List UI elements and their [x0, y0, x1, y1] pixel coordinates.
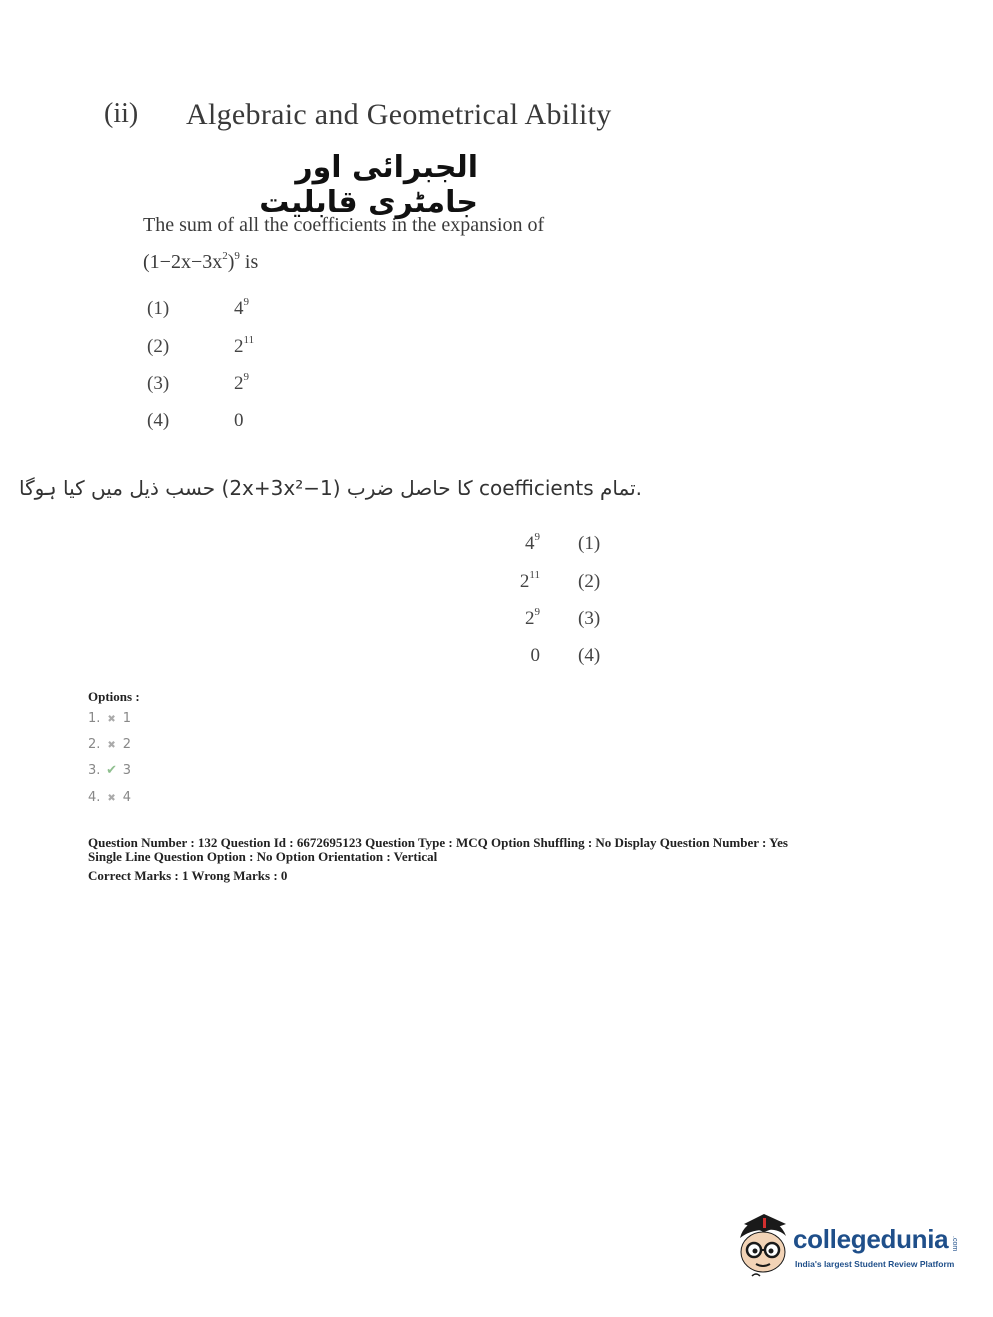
option-number: (3): [147, 373, 170, 394]
logo-wordmark: collegedunia: [793, 1224, 949, 1254]
question-meta: Single Line Question Option : No Option Orientation : Vertical: [88, 849, 438, 864]
mascot-icon: [734, 1212, 794, 1280]
option-value: $4^9$: [234, 296, 249, 319]
urdu-option-number: (4): [578, 645, 601, 666]
urdu-option-value: $2^9$: [525, 606, 540, 629]
correct-check-icon: ✔: [106, 763, 117, 778]
logo-tagline: India's largest Student Review Platform: [795, 1259, 955, 1269]
option-value: $2^9$: [234, 371, 249, 394]
option-number: (2): [147, 336, 170, 357]
answer-option: 1. ✖ 1: [88, 711, 131, 726]
wrong-mark-icon: ✖: [107, 740, 116, 751]
option-value: $2^{11}$: [234, 334, 255, 357]
option-number: (4): [147, 410, 170, 431]
answer-option: 2. ✖ 2: [88, 737, 131, 752]
wrong-mark-icon: ✖: [107, 793, 116, 804]
option-value: 0: [234, 410, 244, 431]
urdu-question-text: .تمام coefficients کا حاصل ضرب (1−2x+3x²) حسب ذیل میں کیا ہوگا: [18, 476, 642, 500]
section-title: Algebraic and Geometrical Ability: [186, 98, 612, 131]
marks-meta: Correct Marks : 1 Wrong Marks : 0: [88, 868, 288, 883]
urdu-option-value: $4^9$: [525, 531, 540, 554]
question-expression: $(1-2x-3x^2)^9$ is: [143, 250, 259, 273]
section-title-urdu: الجبرائی اور جامٹری قابلیت: [259, 150, 478, 220]
answer-option: 3. ✔ 3: [88, 763, 131, 778]
urdu-option-value: 0: [530, 645, 540, 666]
option-number: (1): [147, 298, 170, 319]
urdu-option-number: (2): [578, 571, 601, 592]
answer-option: 4. ✖ 4: [88, 790, 131, 805]
question-text: The sum of all the coefficients in the expansion of: [143, 214, 545, 236]
urdu-option-value: $2^{11}$: [519, 569, 540, 592]
wrong-mark-icon: ✖: [107, 714, 116, 725]
question-meta: Question Number : 132 Question Id : 6672695123 Question Type : MCQ Option Shuffling : No Display Question Number : Yes: [88, 835, 788, 850]
options-label: Options :: [88, 689, 140, 704]
logo-suffix: .com: [951, 1236, 958, 1252]
urdu-option-number: (1): [578, 533, 601, 554]
urdu-option-number: (3): [578, 608, 601, 629]
section-number: (ii): [104, 98, 139, 129]
